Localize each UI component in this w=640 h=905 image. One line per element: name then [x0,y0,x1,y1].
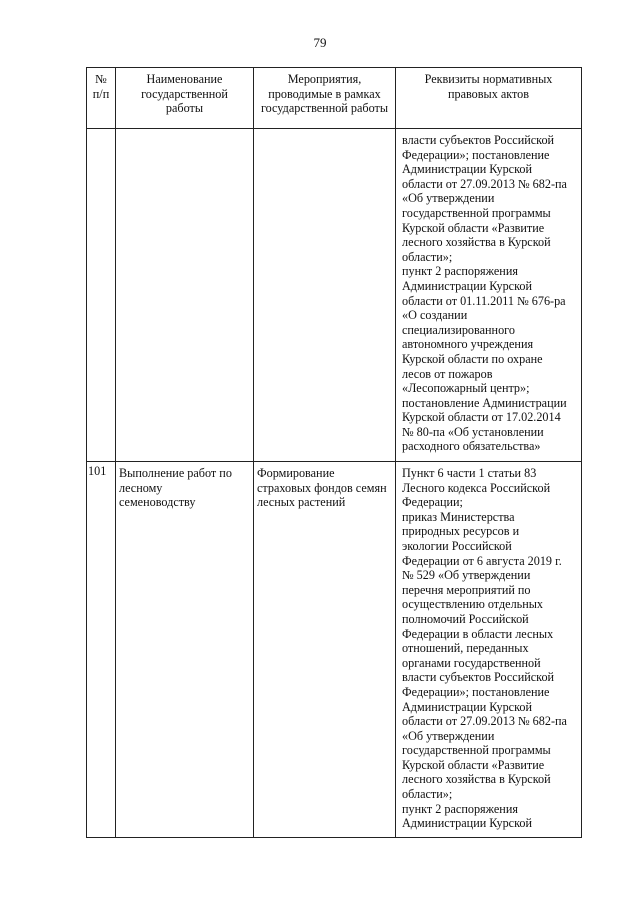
requisites-text: Пункт 6 части 1 статьи 83 Лесного кодекса Российской Федерации; приказ Министерства природных ресурсов и экологии Российской Федерации от 6 августа 2019 г. № 529 «Об утверждении перечня мероприятий по осуществлению отдельных полномочий Российской Федерации в области лесных отношений, переданных органами государственной власти субъектов Российской Федерации»; постановление Администрации Курской области от 27.09.2013 № 682-па «Об утверждении государственной программы Курской области «Развитие лесного хозяйства в Курской области»; пункт 2 распоряжения Администрации Курской [402,466,567,831]
activities-text: Формирование страховых фондов семян лесных растений [257,466,387,510]
cell-name [116,462,254,838]
cell-num [87,462,116,838]
header-name-label: Наименование государственной работы [141,72,228,116]
work-name: Выполнение работ по лесному семеноводству [119,466,232,510]
work-name [116,129,253,133]
header-requisites-label: Реквизиты нормативных правовых актов [424,72,553,101]
header-activities-label: Мероприятия, проводимые в рамках государственной работы [260,72,389,116]
table-row [87,462,582,838]
requisites-text: власти субъектов Российской Федерации»; постановление Администрации Курской области от 27.09.2013 № 682-па «Об утверждении государственной программы Курской области «Развитие лесного хозяйства в Курской области»; пункт 2 распоряжения Администрации Курской области от 01.11.2011 № 676-ра «О создании специализированного автономного учреждения Курской области по охране лесов от пожаров «Лесопожарный центр»; постановление Администрации Курской области от 17.02.2014 № 80-па «Об установлении расходного обязательства» [402,133,567,454]
cell-activities [254,462,396,838]
header-activities [254,68,396,129]
table-body [87,129,582,838]
activities-text [254,129,395,133]
cell-activities [254,129,396,462]
cell-requisites [396,129,582,462]
regulations-table [86,67,582,838]
row-number [87,129,115,131]
cell-name [116,129,254,462]
page-number: 79 [313,35,327,50]
cell-requisites [396,462,582,838]
cell-num [87,129,116,462]
table-row [87,129,582,462]
header-name [116,68,254,129]
header-num-label: № п/п [92,72,110,101]
row-number: 101 [88,464,107,478]
header-requisites [396,68,582,129]
header-row [87,68,582,129]
header-num [87,68,116,129]
table-header [87,68,582,129]
